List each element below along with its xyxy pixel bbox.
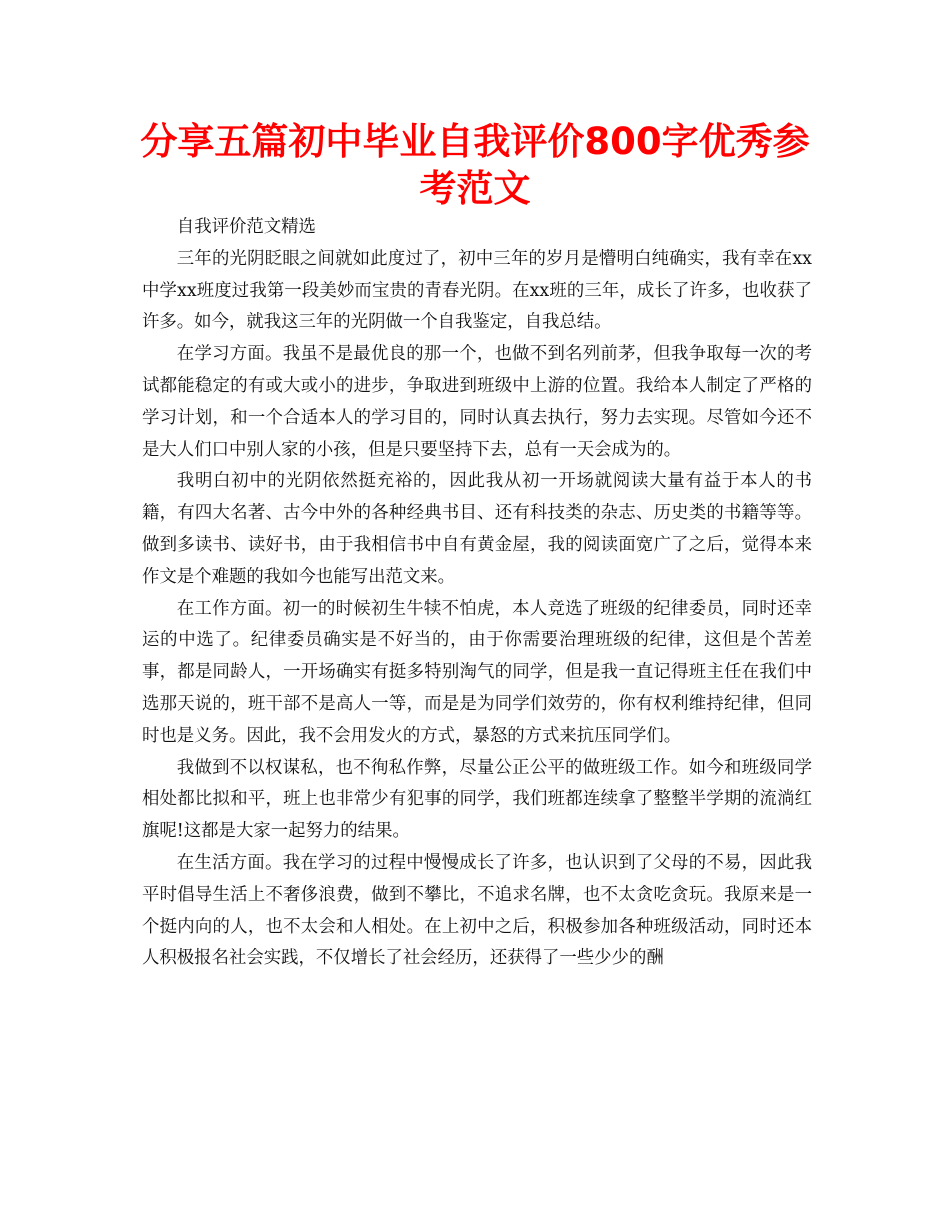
paragraph-intro: 三年的光阴眨眼之间就如此度过了，初中三年的岁月是懵明白纯确实，我有幸在xx中学xx班度过我第一段美妙而宝贵的青春光阴。在xx班的三年，成长了许多，也收获了许多。如今，就我这三年的光阴做一个自我鉴定，自我总结。 xyxy=(142,248,812,333)
title-line-1: 分享五篇初中毕业自我评价800字优秀参 xyxy=(140,120,810,163)
title-line-2: 考范文 xyxy=(419,167,531,210)
paragraph-life: 在生活方面。我在学习的过程中慢慢成长了许多，也认识到了父母的不易，因此我平时倡导生活上不奢侈浪费，做到不攀比，不追求名牌，也不太贪吃贪玩。我原来是一个挺内向的人，也不太会和人相处。在上初中之后，积极参加各种班级活动，同时还本人积极报名社会实践，不仅增长了社会经历，还获得了一些少少的酬 xyxy=(142,852,812,969)
document-body xyxy=(142,212,812,975)
paragraph-subheading: 自我评价范文精选 xyxy=(176,217,316,237)
paragraph-reading: 我明白初中的光阴依然挺充裕的，因此我从初一开场就阅读大量有益于本人的书籍，有四大名著、古今中外的各种经典书目、还有科技类的杂志、历史类的书籍等等。做到多读书、读好书，由于我相信书中自有黄金屋，我的阅读面宽广了之后，觉得本来作文是个难题的我如今也能写出范文来。 xyxy=(142,471,812,587)
paragraph-study: 在学习方面。我虽不是最优良的那一个，也做不到名列前茅，但我争取每一次的考试都能稳定的有或大或小的进步，争取进到班级中上游的位置。我给本人制定了严格的学习计划，和一个合适本人的学习目的，同时认真去执行，努力去实现。尽管如今还不是大人们口中别人家的小孩，但是只要坚持下去，总有一天会成为的。 xyxy=(142,344,812,460)
paragraph-fairness: 我做到不以权谋私，也不徇私作弊，尽量公正公平的做班级工作。如今和班级同学相处都比拟和平，班上也非常少有犯事的同学，我们班都连续拿了整整半学期的流淌红旗呢!这都是大家一起努力的结果。 xyxy=(142,757,812,842)
paragraph-work: 在工作方面。初一的时候初生牛犊不怕虎，本人竞选了班级的纪律委员，同时还幸运的中选了。纪律委员确实是不好当的，由于你需要治理班级的纪律，这但是个苦差事，都是同龄人，一开场确实有挺多特别淘气的同学，但是我一直记得班主任在我们中选那天说的，班干部不是高人一等，而是是为同学们效劳的，你有权利维持纪律，但同时也是义务。因此，我不会用发火的方式，暴怒的方式来抗压同学们。 xyxy=(142,598,812,746)
document-title xyxy=(118,118,832,212)
